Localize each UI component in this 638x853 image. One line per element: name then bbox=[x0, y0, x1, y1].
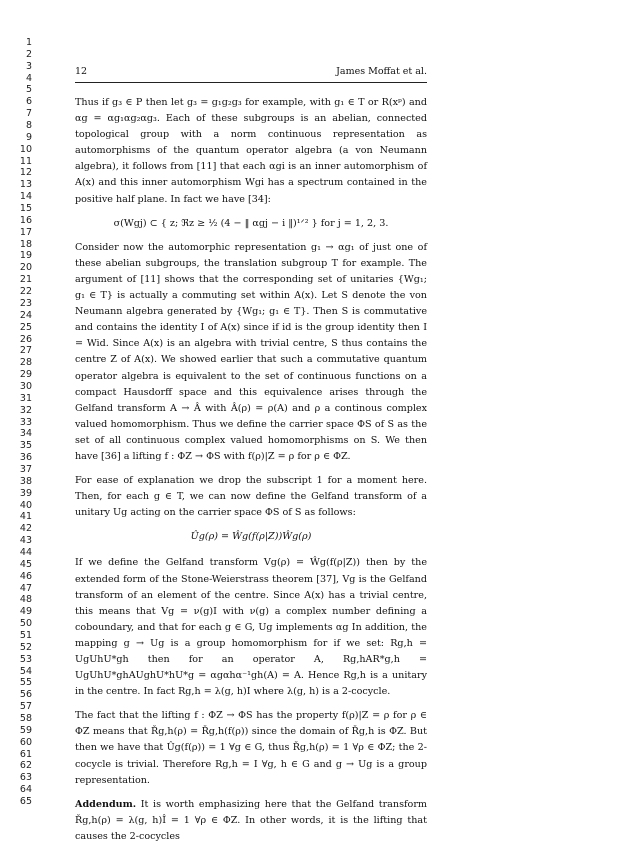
line-number: 18 bbox=[19, 238, 32, 250]
line-number: 19 bbox=[19, 250, 32, 262]
addendum-heading: Addendum. bbox=[75, 798, 137, 810]
line-number: 46 bbox=[19, 570, 32, 582]
line-number: 14 bbox=[19, 191, 32, 203]
line-number: 12 bbox=[19, 167, 32, 179]
line-number: 60 bbox=[19, 736, 32, 748]
line-number: 3 bbox=[25, 60, 32, 72]
line-number: 44 bbox=[19, 546, 32, 558]
line-number: 59 bbox=[19, 724, 32, 736]
equation-spectrum: σ(Wgj) ⊂ { z; ℜz ≥ ½ (4 − ‖ αgj − i ‖)¹ᐟ² } for j = 1, 2, 3. bbox=[113, 217, 389, 229]
line-number: 17 bbox=[19, 226, 32, 238]
line-number: 4 bbox=[25, 72, 32, 84]
line-number: 56 bbox=[19, 689, 32, 701]
line-number: 36 bbox=[19, 452, 32, 464]
line-number: 61 bbox=[19, 748, 32, 760]
line-number: 53 bbox=[19, 653, 32, 665]
line-number: 34 bbox=[19, 428, 32, 440]
paragraph-5: The fact that the lifting f : ΦZ → ΦS has the property f(ρ)|Z = ρ for ρ ∈ ΦZ means that Řg,h(ρ) = Řg,h(f(ρ)) since the domain of Řg,h is ΦZ. But then we have that Ûg(f(ρ)) = 1 ∀g ∈ G, thus Řg,h(ρ) = 1 ∀ρ ∈ ΦZ; the 2-cocycle is trivial. Therefore Rg,h = I ∀g, h ∈ G and g → Ug is a group representation. bbox=[75, 710, 427, 786]
line-number: 33 bbox=[19, 416, 32, 428]
line-number: 37 bbox=[19, 463, 32, 475]
line-number: 47 bbox=[19, 582, 32, 594]
line-number: 55 bbox=[19, 677, 32, 689]
line-number: 31 bbox=[19, 392, 32, 404]
line-number: 30 bbox=[19, 380, 32, 392]
line-number: 16 bbox=[19, 214, 32, 226]
line-number: 22 bbox=[19, 286, 32, 298]
line-number: 64 bbox=[19, 784, 32, 796]
equation-gelfand-transform: Ûg(ρ) = Ŵg(f(ρ|Z))Ŵg(ρ) bbox=[190, 531, 312, 543]
line-number: 39 bbox=[19, 487, 32, 499]
running-header-authors: James Moffat et al. bbox=[336, 66, 427, 77]
paragraph-2: Consider now the automorphic representation g₁ → αg₁ of just one of these abelian subgroups, the translation subgroup T for example. The argument of [11] shows that the corresponding set of unitaries {Wg₁; g₁ ∈ T} is actually a commuting set within A(x). Let S denote the von Neumann algebra generated by {Wg₁; g₁ ∈ T}. Then S is commutative and contains the identity I of A(x) since if id is the group identity then I = Wid. Since A(x) is an algebra with trivial centre, S thus contains the centre Z of A(x). We showed earlier that such a commutative quantum operator algebra is equivalent to the set of continuous functions on a compact Hausdorff space and this equivalence arises through the Gelfand transform A → Â with Â(ρ) = ρ(A) and ρ a continous complex valued homomorphism. Thus we define the carrier space ΦS of S as the set of all continuous complex valued homomorphisms on S. We then have [36] a lifting f : ΦZ → ΦS with f(ρ)|Z = ρ for ρ ∈ ΦZ. bbox=[75, 241, 427, 462]
line-number: 7 bbox=[25, 108, 32, 120]
line-number: 23 bbox=[19, 297, 32, 309]
body-text bbox=[75, 95, 427, 853]
paragraph-6 bbox=[75, 797, 427, 845]
line-number: 28 bbox=[19, 357, 32, 369]
line-number: 38 bbox=[19, 475, 32, 487]
line-number: 32 bbox=[19, 404, 32, 416]
paragraph-1: Thus if g₃ ∈ P then let g₃ = g₁g₂g₃ for example, with g₁ ∈ T or R(xᵖ) and αg = αg₁αg₂αg₃. Each of these subgroups is an abelian, connected topological group with a norm continuous representation as automorphisms of the quantum operator algebra (a von Neumann algebra), it follows from [11] that each αgi is an inner automorphism of A(x) and this inner automorphism Wgi has a spectrum contained in the positive half plane. In fact we have [34]: bbox=[75, 97, 427, 205]
line-number: 1 bbox=[25, 37, 32, 48]
page-number: 12 bbox=[75, 66, 88, 77]
line-number: 20 bbox=[19, 262, 32, 274]
line-number: 26 bbox=[19, 333, 32, 345]
paragraph-4: If we define the Gelfand transform Vg(ρ) = Ŵg(f(ρ|Z)) then by the extended form of the Stone-Weierstrass theorem [37], Vg is the Gelfand transform of an element of the centre. Since A(x) has a trivial centre, this means that Vg = ν(g)I with ν(g) a complex number defining a coboundary, and that for each g ∈ G, Ug implements αg In addition, the mapping g → Ug is a group homomorphism for if we set: Rg,h = UgUhU*gh then for an operator A, Rg,hAR*g,h = UgUhU*ghAUghU*hU*g = αgαhα⁻¹gh(A) = A. Hence Rg,h is a unitary in the centre. In fact Rg,h = λ(g, h)I where λ(g, h) is a 2-cocycle. bbox=[75, 557, 427, 698]
line-number: 13 bbox=[19, 179, 32, 191]
line-number: 50 bbox=[19, 618, 32, 630]
line-number: 15 bbox=[19, 203, 32, 215]
line-number: 8 bbox=[25, 120, 32, 132]
line-number: 25 bbox=[19, 321, 32, 333]
line-number: 35 bbox=[19, 440, 32, 452]
line-number: 10 bbox=[19, 143, 32, 155]
line-number: 57 bbox=[19, 701, 32, 713]
line-number: 9 bbox=[25, 131, 32, 143]
line-number: 63 bbox=[19, 772, 32, 784]
paragraph-3: For ease of explanation we drop the subscript 1 for a moment here. Then, for each g ∈ T, we can now define the Gelfand transform of a unitary Ug acting on the carrier space ΦS of S as follows: bbox=[75, 475, 427, 519]
line-number: 54 bbox=[19, 665, 32, 677]
line-number: 51 bbox=[19, 630, 32, 641]
line-number: 45 bbox=[19, 558, 32, 570]
line-number: 21 bbox=[19, 274, 32, 286]
line-number: 48 bbox=[19, 594, 32, 606]
line-number: 43 bbox=[19, 535, 32, 547]
line-number: 42 bbox=[19, 523, 32, 535]
line-number: 49 bbox=[19, 606, 32, 618]
line-number: 11 bbox=[19, 155, 32, 167]
line-number: 5 bbox=[25, 84, 32, 96]
line-number: 58 bbox=[19, 713, 32, 725]
line-number: 52 bbox=[19, 641, 32, 653]
line-number: 24 bbox=[19, 309, 32, 321]
addendum-text: It is worth emphasizing here that the Gelfand transform Řg,h(ρ) = λ(g, h)Î = 1 ∀ρ ∈ ΦZ. In other words, it is the lifting that causes the 2-cocycles bbox=[75, 798, 427, 842]
line-number: 41 bbox=[19, 511, 32, 523]
line-number: 6 bbox=[25, 96, 32, 108]
line-number: 29 bbox=[19, 369, 32, 381]
line-number: 65 bbox=[19, 796, 32, 808]
header-rule bbox=[75, 82, 427, 83]
line-number: 2 bbox=[25, 48, 32, 60]
line-number: 62 bbox=[19, 760, 32, 772]
line-number: 27 bbox=[19, 345, 32, 357]
line-number: 40 bbox=[19, 499, 32, 511]
